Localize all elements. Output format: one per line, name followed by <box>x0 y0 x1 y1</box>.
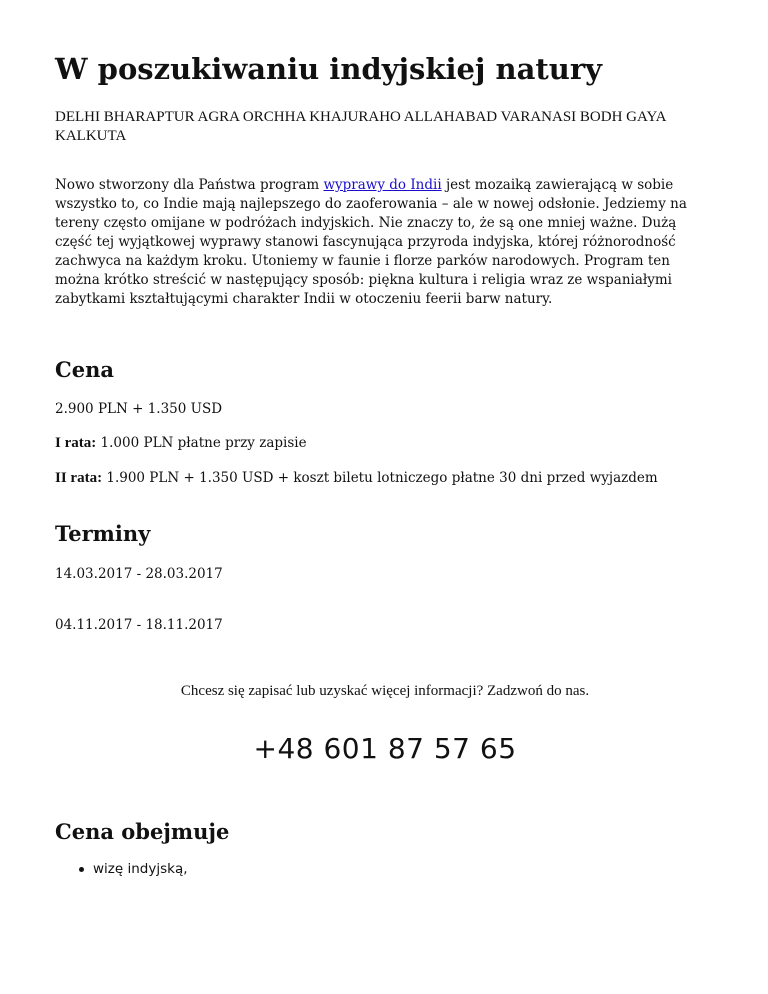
dates-heading: Terminy <box>55 521 151 546</box>
list-item <box>93 860 188 879</box>
includes-heading: Cena obejmuje <box>55 819 230 844</box>
price-total-value: 2.900 PLN + 1.350 USD <box>55 401 223 417</box>
intro-text-before-link: Nowo stworzony dla Państwa program <box>55 177 324 193</box>
rate-2-text: 1.900 PLN + 1.350 USD + koszt biletu lotniczego płatne 30 dni przed wyjazdem <box>102 470 658 486</box>
price-rate-1 <box>55 434 307 453</box>
intro-paragraph <box>55 176 715 309</box>
includes-item-text: wizę indyjską, <box>93 861 188 877</box>
bullet-icon <box>79 867 84 872</box>
intro-text-after-link: jest mozaiką zawierającą w sobie wszystko to, co Indie mają najlepszego do zaoferowania – ale w nowej odsłonie. Jedziemy na tereny często omijane w podróżach indyjskich. Nie znaczy to, że są one mniej ważne. Dużą część tej wyjątkowej wyprawy stanowi fascynująca przyroda indyjska, której różnorodność zachwyca na każdym kroku. Utoniemy w faunie i florze parków narodowych. Program ten można krótko streścić w następujący sposób: piękna kultura i religia wraz ze wspaniałymi zabytkami kształtującymi charakter Indii w otoczeniu feerii barw natury. <box>55 177 687 307</box>
cities-route: DELHI BHARAPTUR AGRA ORCHHA KHAJURAHO ALLAHABAD VARANASI BODH GAYA KALKUTA <box>55 109 666 144</box>
includes-list <box>55 860 188 879</box>
page-title: W poszukiwaniu indyjskiej natury <box>55 52 602 86</box>
price-heading: Cena <box>55 357 114 382</box>
date-item <box>55 565 223 584</box>
price-total <box>55 400 222 419</box>
date-range-1: 14.03.2017 - 28.03.2017 <box>55 566 223 582</box>
price-rate-2 <box>55 469 658 488</box>
date-item <box>55 616 223 635</box>
rate-1-label: I rata: <box>55 435 97 451</box>
rate-1-text: 1.000 PLN płatne przy zapisie <box>96 435 307 451</box>
contact-cta: Chcesz się zapisać lub uzyskać więcej informacji? Zadzwoń do nas. <box>180 683 590 699</box>
india-trips-link[interactable]: wyprawy do Indii <box>323 177 442 193</box>
phone-number[interactable]: +48 601 87 57 65 <box>253 732 517 765</box>
rate-2-label: II rata: <box>55 470 103 486</box>
date-range-2: 04.11.2017 - 18.11.2017 <box>55 617 223 633</box>
